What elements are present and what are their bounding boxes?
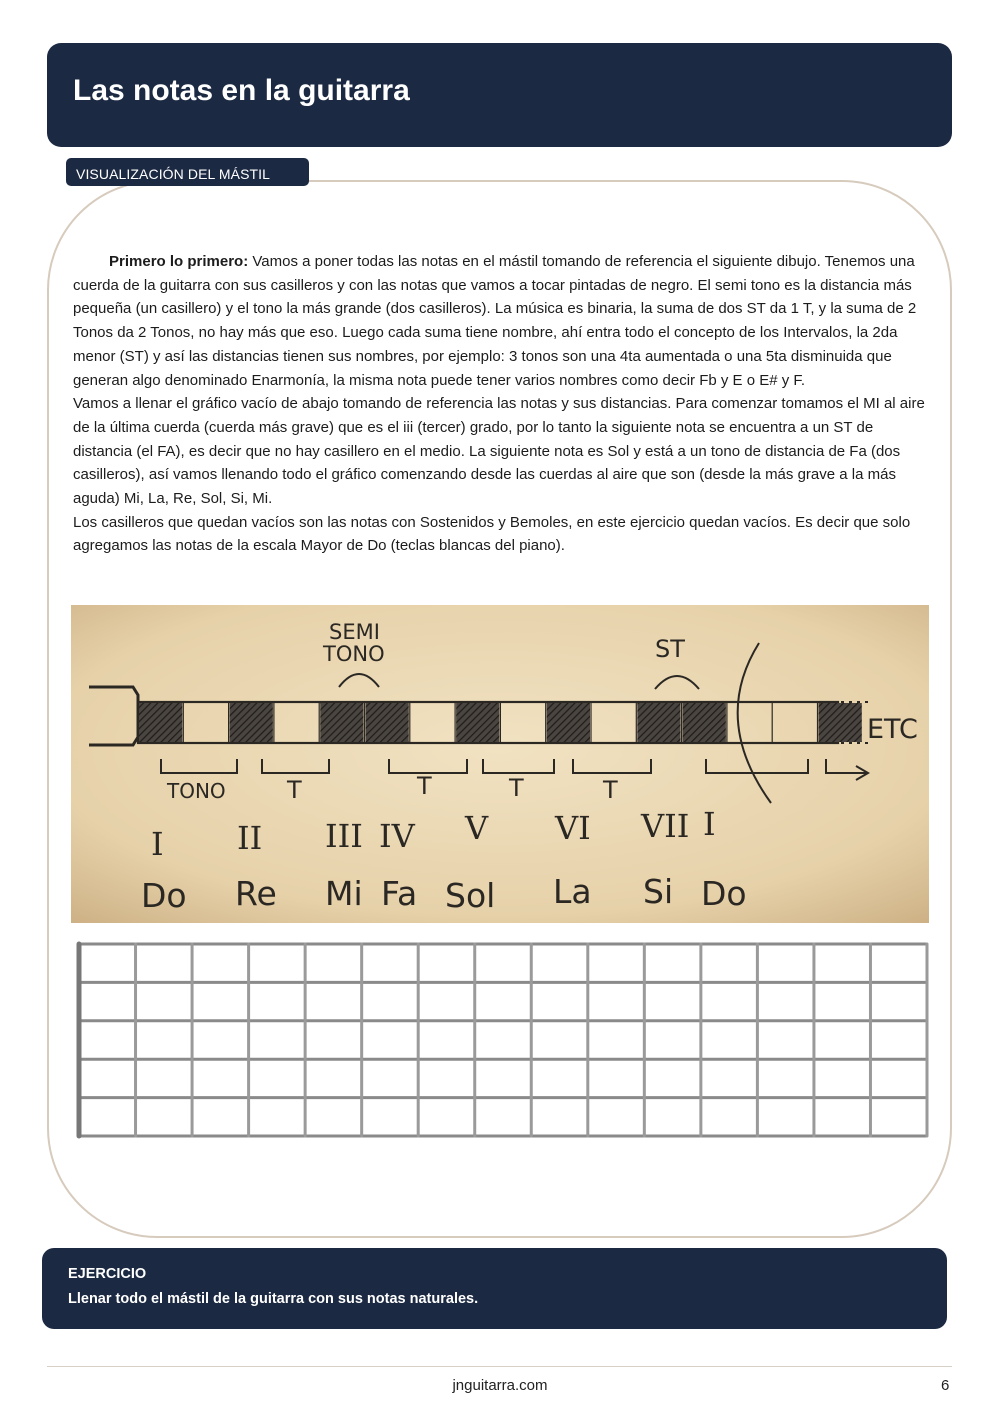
t-label-3: T (509, 774, 524, 802)
shaded-fret (366, 703, 409, 742)
intro-bold: Primero lo primero: (109, 253, 249, 270)
degree-7: VII (641, 807, 690, 845)
footer-divider (47, 1366, 952, 1367)
intro-text: Vamos a poner todas las notas en el mástil tomando de referencia el siguiente dibujo. Tenemos una cuerda de la guitarra con sus casilleros y con las notas que vamos a tocar pintadas de negro. El semi tono es la distancia más pequeña (un casillero) y el tono la más grande (dos casilleros). La música es binaria, la suma de dos ST da 1 T, y la suma de 2 Tonos da 2 Tonos, no hay más que eso. Luego cada suma tiene nombre, ahí entra todo el concepto de los Intervalos, la 2da menor (ST) y así las distancias tienen sus nombres, por ejemplo: 3 tonos son una 4ta aumentada o una 5ta disminuida que generan algo denominado Enarmonía, la misma nota puede tener varios nombres como decir Fb y E o E# y F. (73, 253, 917, 389)
page-number: 6 (941, 1377, 950, 1394)
note-la: La (553, 872, 592, 911)
shaded-fret (819, 703, 862, 742)
exercise-text: Llenar todo el mástil de la guitarra con sus notas naturales. (68, 1291, 479, 1307)
t-label-4: T (603, 776, 618, 804)
paragraph-2: Vamos a llenar el gráfico vacío de abajo tomando de referencia las notas y sus distancias. Para comenzar tomamos el MI al aire de la última cuerda (cuerda más grave) que es el iii (tercer) grado, por lo tanto la siguiente nota se encuentra a un ST de distancia (el FA), es decir que no hay casillero en el medio. La siguiente nota es Sol y está a un tono de distancia de Fa (dos casilleros), así vamos llenando todo el gráfico comenzando desde las cuerdas al aire que son (desde la más grave a la más aguda) Mi, La, Re, Sol, Si, Mi. (73, 395, 925, 508)
paper-background (71, 605, 929, 923)
exercise-title: EJERCICIO (68, 1266, 147, 1282)
degree-3: III (325, 817, 363, 855)
t-label-2: T (417, 772, 432, 800)
tono-label-bottom: TONO (167, 779, 226, 803)
note-re: Re (235, 874, 277, 913)
paragraph-intro (73, 250, 929, 392)
shaded-fret (547, 703, 590, 742)
degree-4: IV (379, 817, 415, 855)
shaded-fret (139, 703, 182, 742)
degree-2: II (237, 819, 263, 857)
etc-label: ETC (867, 714, 918, 745)
body-text (73, 250, 929, 558)
shaded-fret (320, 703, 363, 742)
shaded-fret (230, 703, 273, 742)
section-label: VISUALIZACIÓN DEL MÁSTIL (76, 166, 271, 182)
st-label: ST (655, 635, 685, 663)
empty-fretboard-grid (75, 940, 935, 1140)
note-mi: Mi (325, 874, 363, 913)
shaded-fret (683, 703, 726, 742)
string-sketch-illustration (71, 605, 929, 923)
exercise-box (42, 1248, 947, 1329)
note-fa: Fa (381, 874, 418, 913)
paragraph-3: Los casilleros que quedan vacíos son las notas con Sostenidos y Bemoles, en este ejercicio quedan vacíos. Es decir que solo agregamos las notas de la escala Mayor de Do (teclas blancas del piano). (73, 513, 911, 555)
footer-site: jnguitarra.com (452, 1377, 548, 1394)
note-si: Si (643, 872, 674, 911)
degree-5: V (465, 809, 489, 847)
tono-label-top: TONO (323, 642, 385, 666)
page-title: Las notas en la guitarra (73, 74, 410, 107)
degree-1: I (151, 825, 164, 863)
shaded-fret (456, 703, 499, 742)
section-tab (66, 158, 309, 186)
t-label-1: T (287, 776, 302, 804)
degree-6: VI (555, 809, 591, 847)
degree-8: I (703, 805, 716, 843)
semi-label: SEMI (329, 620, 380, 644)
note-do-octave: Do (701, 874, 747, 913)
page-header (47, 43, 952, 147)
note-sol: Sol (445, 876, 496, 915)
note-do: Do (141, 876, 187, 915)
shaded-fret (637, 703, 680, 742)
